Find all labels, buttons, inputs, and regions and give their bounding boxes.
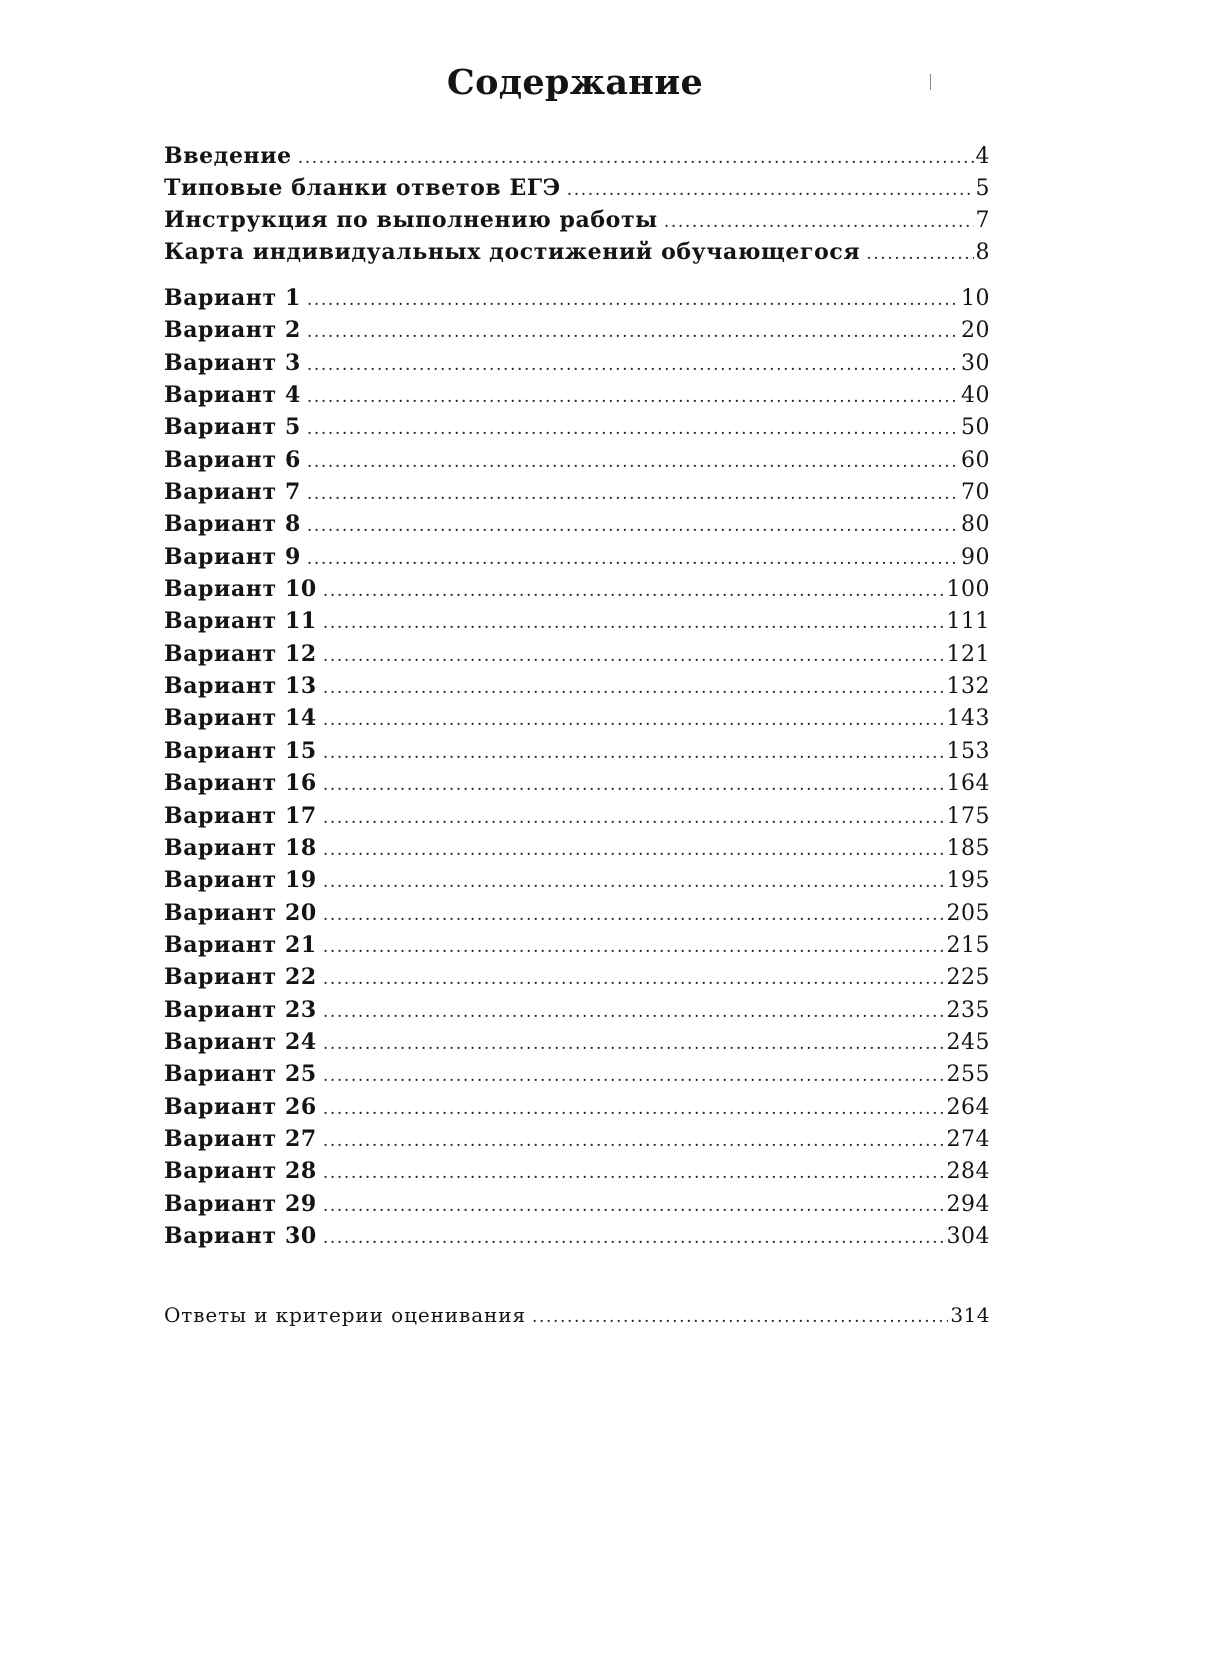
toc-entry-page: 175 (946, 803, 990, 829)
toc-entry-page: 80 (961, 512, 990, 538)
toc-entry-label: Вариант 17 (164, 802, 317, 829)
toc-entry-label: Вариант 13 (164, 673, 317, 700)
toc-intro-section (164, 140, 990, 268)
dot-leader (323, 963, 945, 995)
toc-entry-label: Вариант 2 (164, 317, 301, 344)
dot-leader (323, 1157, 945, 1189)
toc-entry-label: Вариант 10 (164, 576, 317, 603)
dot-leader (323, 1222, 945, 1254)
dot-leader (307, 543, 959, 575)
dot-leader (323, 769, 945, 801)
toc-entry-variant[interactable] (164, 1091, 990, 1123)
dot-leader (323, 704, 945, 736)
toc-entry-page: 20 (961, 318, 990, 344)
toc-entry-label: Вариант 22 (164, 964, 317, 991)
toc-entry-page: 264 (946, 1094, 990, 1120)
toc-entry-page: 225 (946, 965, 990, 991)
dot-leader (323, 802, 945, 834)
toc-entry-page: 70 (961, 480, 990, 506)
dot-leader (567, 174, 974, 206)
toc-entry-variant[interactable] (164, 508, 990, 540)
toc-entry-label: Вариант 14 (164, 705, 317, 732)
dot-leader (323, 672, 945, 704)
toc-entry-page: 143 (946, 706, 990, 732)
dot-leader (323, 931, 945, 963)
toc-entry-page: 50 (961, 415, 990, 441)
toc-entry-page: 284 (946, 1159, 990, 1185)
toc-entry-page: 153 (946, 738, 990, 764)
dot-leader (323, 1093, 945, 1125)
toc-entry-variant[interactable] (164, 702, 990, 734)
toc-entry-variant[interactable] (164, 1188, 990, 1220)
toc-entry-label: Вариант 11 (164, 608, 317, 635)
toc-entry-label: Вариант 27 (164, 1125, 317, 1152)
toc-entry-label: Вариант 9 (164, 543, 301, 570)
dot-leader (664, 206, 974, 238)
toc-entry-page: 5 (975, 176, 990, 201)
toc-entry-page: 245 (946, 1029, 990, 1055)
toc-entry-variant[interactable] (164, 800, 990, 832)
toc-entry-page: 60 (961, 447, 990, 473)
toc-entry-label: Вариант 23 (164, 996, 317, 1023)
toc-entry-label: Ответы и критерии оценивания (164, 1303, 526, 1327)
toc-entry-page: 235 (946, 997, 990, 1023)
toc-entry-label: Вариант 20 (164, 899, 317, 926)
dot-leader (307, 316, 959, 348)
toc-entry-label: Вариант 18 (164, 834, 317, 861)
toc-entry-page: 304 (946, 1223, 990, 1249)
toc-entry-variant[interactable] (164, 638, 990, 670)
toc-entry-variant[interactable] (164, 476, 990, 508)
toc-entry-variant[interactable] (164, 864, 990, 896)
toc-entry-label: Вариант 25 (164, 1061, 317, 1088)
toc-entry[interactable] (164, 204, 990, 236)
toc-entry-page: 90 (961, 544, 990, 570)
toc-entry-variant[interactable] (164, 1155, 990, 1187)
toc-entry-answers[interactable] (164, 1299, 990, 1331)
dot-leader (323, 866, 945, 898)
toc-entry-label: Вариант 19 (164, 867, 317, 894)
toc-entry-page: 215 (946, 932, 990, 958)
toc-entry-label: Вариант 26 (164, 1093, 317, 1120)
toc-entry-variant[interactable] (164, 1123, 990, 1155)
toc-variants-section (164, 282, 990, 1252)
dot-leader (307, 446, 959, 478)
toc-answers-section (164, 1299, 990, 1331)
toc-entry-label: Карта индивидуальных достижений обучающегося (164, 239, 861, 265)
toc-entry[interactable] (164, 172, 990, 204)
dot-leader (323, 1060, 945, 1092)
toc-entry-label: Вариант 4 (164, 382, 301, 409)
toc-entry-variant[interactable] (164, 573, 990, 605)
toc-entry-variant[interactable] (164, 735, 990, 767)
dot-leader (307, 349, 959, 381)
toc-entry-variant[interactable] (164, 1026, 990, 1058)
toc-entry-label: Вариант 24 (164, 1028, 317, 1055)
toc-entry-page: 195 (946, 868, 990, 894)
dot-leader (323, 575, 945, 607)
toc-entry-label: Вариант 5 (164, 414, 301, 441)
toc-entry-variant[interactable] (164, 1220, 990, 1252)
toc-entry-page: 274 (946, 1126, 990, 1152)
dot-leader (298, 142, 974, 174)
toc-entry-page: 314 (950, 1303, 990, 1327)
dot-leader (323, 640, 945, 672)
toc-entry-label: Вариант 3 (164, 349, 301, 376)
scan-mark (930, 74, 931, 90)
dot-leader (323, 737, 945, 769)
toc-entry-label: Вариант 6 (164, 446, 301, 473)
toc-entry-label: Вариант 15 (164, 737, 317, 764)
dot-leader (323, 1028, 945, 1060)
toc-entry-variant[interactable] (164, 767, 990, 799)
page-title: Содержание (446, 62, 704, 103)
toc-entry-page: 4 (975, 144, 990, 169)
dot-leader (532, 1301, 948, 1333)
dot-leader (307, 413, 959, 445)
toc-entry-label: Введение (164, 143, 292, 169)
toc-entry-variant[interactable] (164, 1058, 990, 1090)
dot-leader (323, 1190, 945, 1222)
toc-entry-page: 294 (946, 1191, 990, 1217)
toc-entry-page: 7 (975, 208, 990, 233)
toc-entry-page: 8 (975, 240, 990, 265)
toc-entry-variant[interactable] (164, 379, 990, 411)
toc-entry-label: Вариант 30 (164, 1222, 317, 1249)
dot-leader (307, 381, 959, 413)
toc-entry-page: 121 (946, 641, 990, 667)
toc-entry[interactable] (164, 236, 990, 268)
toc-entry-label: Вариант 1 (164, 285, 301, 311)
toc-entry-page: 185 (946, 835, 990, 861)
toc-entry-page: 205 (946, 900, 990, 926)
dot-leader (323, 834, 945, 866)
toc-entry-label: Вариант 12 (164, 640, 317, 667)
toc-entry-variant[interactable] (164, 314, 990, 346)
toc-entry-variant[interactable] (164, 832, 990, 864)
toc-entry-page: 111 (946, 609, 990, 635)
toc-entry-variant[interactable] (164, 994, 990, 1026)
toc-entry-variant[interactable] (164, 897, 990, 929)
toc-entry-variant[interactable] (164, 961, 990, 993)
toc-entry-variant[interactable] (164, 347, 990, 379)
toc-entry-label: Вариант 16 (164, 770, 317, 797)
toc-entry[interactable] (164, 140, 990, 172)
toc-entry-label: Вариант 21 (164, 931, 317, 958)
dot-leader (323, 1125, 945, 1157)
dot-leader (866, 238, 973, 270)
toc-entry-label: Типовые бланки ответов ЕГЭ (164, 175, 561, 201)
toc-entry-label: Вариант 28 (164, 1158, 317, 1185)
toc-entry-page: 10 (961, 286, 990, 311)
dot-leader (323, 899, 945, 931)
dot-leader (307, 478, 959, 510)
toc-entry-variant[interactable] (164, 670, 990, 702)
toc-entry-page: 100 (946, 577, 990, 603)
toc-entry-label: Инструкция по выполнению работы (164, 207, 658, 233)
toc-entry-variant[interactable] (164, 282, 990, 314)
toc-entry-page: 132 (946, 674, 990, 700)
toc-entry-variant[interactable] (164, 605, 990, 637)
toc-entry-variant[interactable] (164, 444, 990, 476)
toc-entry-variant[interactable] (164, 541, 990, 573)
toc-entry-page: 255 (946, 1062, 990, 1088)
dot-leader (307, 510, 959, 542)
dot-leader (323, 996, 945, 1028)
toc-entry-label: Вариант 29 (164, 1190, 317, 1217)
toc-entry-page: 30 (961, 350, 990, 376)
toc-entry-label: Вариант 7 (164, 479, 301, 506)
dot-leader (307, 284, 959, 316)
toc-entry-variant[interactable] (164, 411, 990, 443)
toc-entry-label: Вариант 8 (164, 511, 301, 538)
toc-entry-page: 164 (946, 771, 990, 797)
toc-entry-variant[interactable] (164, 929, 990, 961)
dot-leader (323, 607, 945, 639)
toc-entry-page: 40 (961, 383, 990, 409)
